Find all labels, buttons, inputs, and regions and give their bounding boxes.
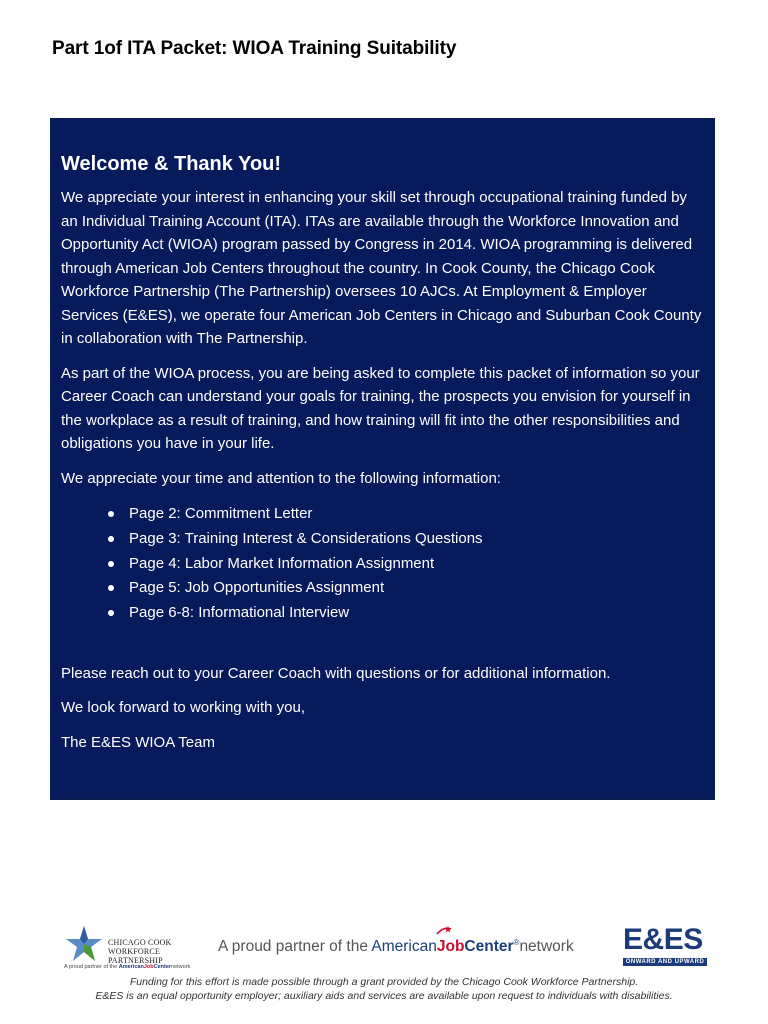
list-item-text: Page 5: Job Opportunities Assignment	[129, 579, 385, 597]
list-item-text: Page 4: Labor Market Information Assignment	[129, 554, 435, 572]
ajc-job: Job	[436, 938, 465, 956]
list-item	[108, 552, 704, 577]
process-paragraph: As part of the WIOA process, you are being asked to complete this packet of information so your Career Coach can understand your goals for training, the prospects you envision for yourself in the workplace as a result of training, and how training will fit into the other responsibilities and obligations you have in your life.	[61, 364, 700, 452]
ajc-mini-job: Job	[143, 964, 154, 970]
intro-paragraph: We appreciate your interest in enhancing your skill set through occupational training funded by an Individual Training Account (ITA). ITAs are available through the Workforce Innovation and Opportunity Act (WIOA) program passed by Congress in 2014. WIOA programming is delivered through American Job Centers throughout the country. In Cook County, the Chicago Cook Workforce Partnership (The Partnership) oversees 10 AJCs. At Employment & Employer Services (E&ES), we operate four American Job Centers in Chicago and Suburban Cook County in collaboration with The Partnership.	[61, 189, 702, 347]
ajc-brand-name	[371, 938, 519, 955]
bullet-icon	[108, 561, 114, 567]
ccwp-sub-suffix: network	[171, 964, 191, 970]
contact-paragraph: Please reach out to your Career Coach with questions or for additional information.	[61, 664, 611, 682]
list-item-text: Page 3: Training Interest & Considerations Questions	[129, 529, 483, 547]
ccwp-subline	[64, 964, 190, 970]
ees-mark-es: ES	[663, 923, 703, 956]
equal-opportunity-note: E&ES is an equal opportunity employer; auxiliary aids and services are available upon request to individuals with disabilities.	[95, 990, 673, 1002]
list-item	[108, 576, 704, 601]
list-item	[108, 527, 704, 552]
ccwp-line-2: WORKFORCE PARTNERSHIP	[108, 947, 163, 965]
ajc-american: American	[371, 938, 437, 956]
ees-tagline: ONWARD AND UPWARD	[623, 958, 707, 966]
star-logo-icon	[64, 924, 104, 964]
funding-note: Funding for this effort is made possible through a grant provided by the Chicago Cook Workforce Partnership.	[129, 976, 639, 988]
ajc-mini-american: American	[118, 964, 144, 970]
ccwp-line-1: CHICAGO COOK	[108, 938, 172, 947]
packet-page-list	[108, 502, 704, 626]
partner-prefix: A proud partner of the	[218, 938, 372, 956]
bullet-icon	[108, 585, 114, 591]
bullet-icon	[108, 536, 114, 542]
ajc-mini-center: Center	[153, 964, 172, 970]
ees-mark-amp: &	[642, 923, 664, 956]
ccwp-sub-prefix: A proud partner of the	[64, 964, 119, 970]
closing-line: We look forward to working with you,	[61, 699, 305, 717]
list-item-text: Page 2: Commitment Letter	[129, 505, 313, 522]
ees-logo-mark	[623, 924, 709, 956]
bullet-icon	[108, 610, 114, 616]
signature-line: The E&ES WIOA Team	[61, 733, 215, 751]
ajc-swoosh-icon	[436, 926, 452, 936]
bullet-icon	[108, 511, 114, 517]
list-intro-paragraph: We appreciate your time and attention to the following information:	[61, 469, 501, 487]
ccwp-logo-text	[108, 938, 209, 965]
footer-notes	[0, 975, 768, 1003]
spacer	[61, 626, 704, 662]
ajc-center: Center	[464, 938, 514, 956]
list-item	[108, 502, 704, 527]
welcome-heading: Welcome & Thank You!	[61, 153, 282, 175]
welcome-box	[50, 118, 715, 800]
ccwp-logo	[64, 924, 209, 972]
ees-mark-e: E	[623, 923, 643, 956]
ajc-registered-mark: ®	[513, 938, 520, 947]
ees-logo	[623, 924, 709, 970]
list-item	[108, 601, 704, 626]
footer-logos	[0, 920, 768, 972]
ajc-partner-line	[218, 938, 574, 956]
document-title: Part 1of ITA Packet: WIOA Training Suitability	[52, 38, 457, 59]
ajc-mini-brand	[119, 964, 171, 970]
ajc-network: network	[519, 938, 574, 956]
list-item-text: Page 6-8: Informational Interview	[129, 604, 350, 622]
